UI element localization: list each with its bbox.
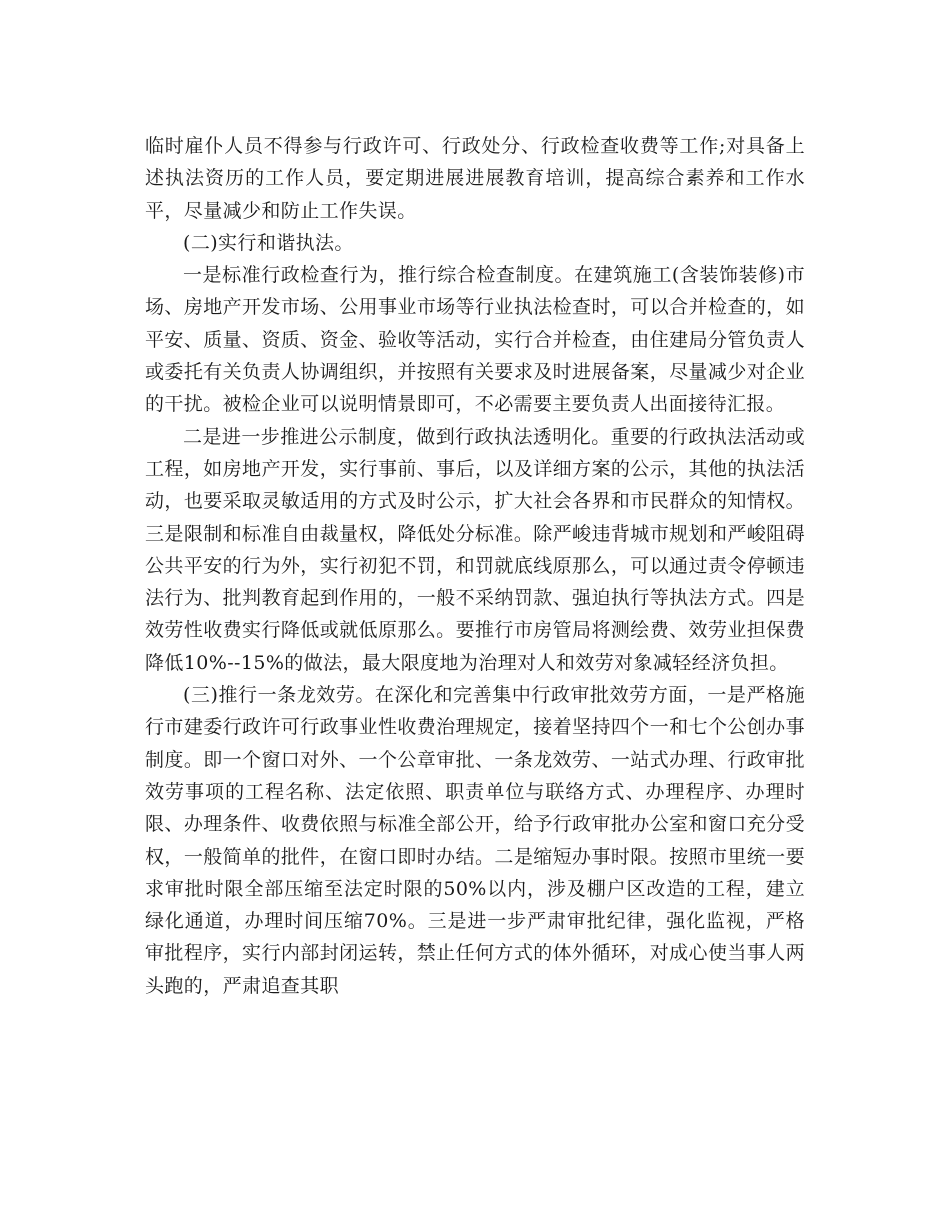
section-heading-2: (二)实行和谐执法。 bbox=[183, 231, 354, 254]
paragraph-inspection: 一是标准行政检查行为，推行综合检查制度。在建筑施工(含装饰装修)市场、房地产开发市场、公用事业市场等行业执法检查时，可以合并检查的，如平安、质量、资质、资金、验收等活动，实行合并检查，由住建局分管负责人或委托有关负责人协调组织，并按照有关要求及时进展备案，尽量减少对企业的干扰。被检企业可以说明情景即可，不必需要主要负责人出面接待汇报。 bbox=[145, 264, 805, 416]
paragraph-one-stop-service: (三)推行一条龙效劳。在深化和完善集中行政审批效劳方面，一是严格施行市建委行政许可行政事业性收费治理规定，接着坚持四个一和七个公创办事制度。即一个窗口对外、一个公章审批、一条龙效劳、一站式办理、行政审批效劳事项的工程名称、法定依照、职责单位与联络方式、办理程序、办理时限、办理条件、收费依照与标准全部公开，给予行政审批办公室和窗口充分受权，一般简单的批件，在窗口即时办结。二是缩短办事时限。按照市里统一要求审批时限全部压缩至法定时限的50%以内，涉及棚户区改造的工程，建立绿化通道，办理时间压缩70%。三是进一步严肃审批纪律，强化监视，严格审批程序，实行内部封闭运转，禁止任何方式的体外循环，对成心使当事人两头跑的，严肃追查其职 bbox=[145, 684, 805, 997]
document-body bbox=[145, 130, 805, 1002]
paragraph-disclosure: 二是进一步推进公示制度，做到行政执法透明化。重要的行政执法活动或工程，如房地产开发，实行事前、事后，以及详细方案的公示，其他的执法活动，也要采取灵敏适用的方式及时公示，扩大社会各界和市民群众的知情权。三是限制和标准自由裁量权，降低处分标准。除严峻违背城市规划和严峻阻碍公共平安的行为外，实行初犯不罚，和罚就底线原那么，可以通过责令停顿违法行为、批判教育起到作用的，一般不采纳罚款、强迫执行等执法方式。四是效劳性收费实行降低或就低原那么。要推行市房管局将测绘费、效劳业担保费降低10%--15%的做法，最大限度地为治理对人和效劳对象减轻经济负担。 bbox=[145, 425, 805, 674]
paragraph-continuation: 临时雇仆人员不得参与行政许可、行政处分、行政检查收费等工作;对具备上述执法资历的工作人员，要定期进展进展教育培训，提高综合素养和工作水平，尽量减少和防止工作失误。 bbox=[145, 135, 805, 222]
